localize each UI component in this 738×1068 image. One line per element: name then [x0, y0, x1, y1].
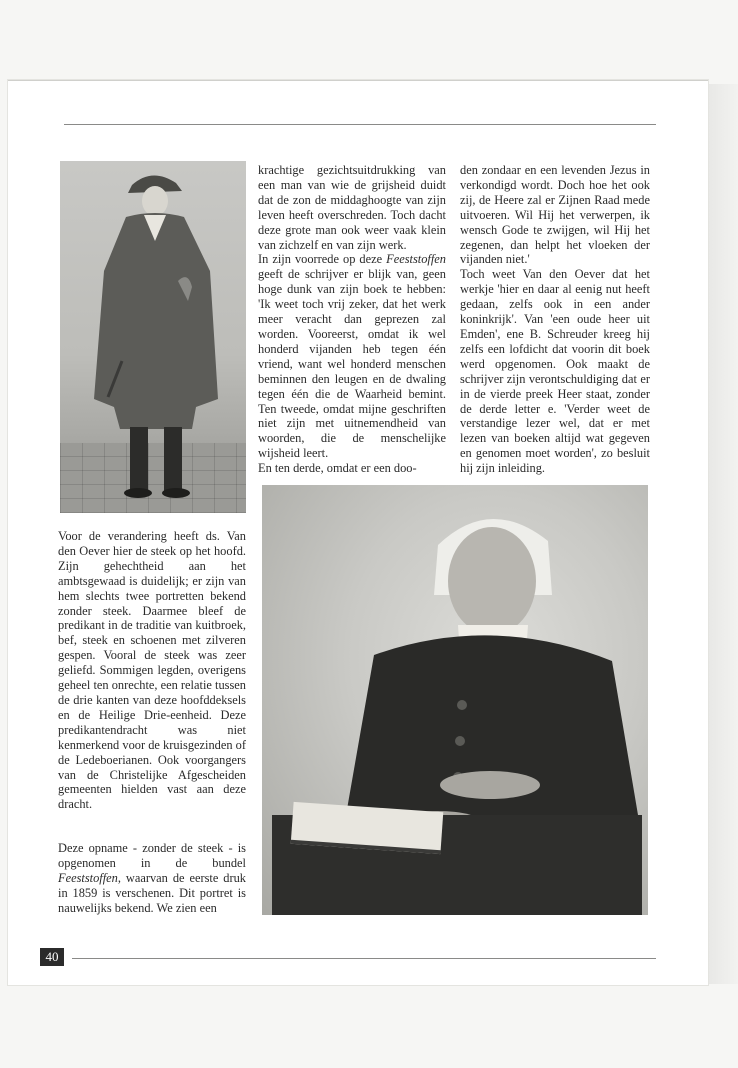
caption-standing-photo	[58, 529, 246, 812]
page-number: 40	[40, 948, 64, 966]
column-2-paragraph-1: krachtige gezichtsuitdrukking van een man van wie de grijsheid duidt dat de zon de middaghoogte van zijn leven heeft overschreden. Toch dacht deze grote man ook weer vaak klein van zichzelf en van zijn werk.	[258, 163, 446, 252]
caption-2-text	[58, 841, 246, 916]
book-page	[8, 80, 708, 985]
caption-2-before: Deze opname - zonder de steek - is opgenomen in de bundel	[58, 841, 246, 870]
top-rule	[64, 124, 656, 125]
page-edge	[708, 84, 738, 984]
column-3-paragraph-2: Toch weet Van den Oever dat het werkje 'hier en daar al eenig nut heeft gedaan, zelfs ook in een ander koninkrijk'. Van 'een oude heer uit Emden', ene B. Schreuder kreeg hij zelfs een lofdicht dat voorin dit boek werd opgenomen. Ook maakt de schrijver zijn verontschuldiging dat er in de vierde preek Heer staat, zonder de derde letter e. 'Verder weet de verstandige lezer wel, dat er met lezen van boeken altijd wat gegeven en genomen moet worden', zo besluit hij zijn inleiding.	[460, 267, 650, 476]
column-2-paragraph-3: En ten derde, omdat er een doo-	[258, 461, 417, 476]
photo-seated-minister	[262, 485, 648, 915]
column-2-intro: In zijn voorrede op deze	[258, 252, 387, 267]
column-2-text	[258, 163, 446, 476]
column-3-paragraph-1: den zondaar en een levenden Jezus in verkondigd wordt. Doch hoe het ook zij, de Heere zal er Zijnen Raad mede uitvoeren. Wil Hij het verwerpen, ik wensch Gode te zwijgen, wil Hij het zegenen, dan helpt het vloeken der vijanden niet.'	[460, 163, 650, 267]
column-2-quote: geeft de schrijver er blijk van, geen hoge dunk van zijn boek te hebben: 'Ik weet toch vrij zeker, dat het werk meer veracht dan geprezen zal worden. Vooreerst, omdat ik wel honderd vijanden heb tegen één vriend, want wel honderd menschen beminnen den leugen en de dwaling tegen één die de Waarheid bemint. Ten tweede, omdat mijne geschriften niet zijn met uitnemendheid van woorden, die de menschelijke wijsheid leert.	[258, 267, 446, 461]
standing-figure-illustration	[60, 161, 246, 513]
caption-seated-photo	[58, 841, 246, 916]
caption-2-after: , waarvan de eerste druk in 1859 is verschenen. Dit portret is nauwelijks bekend. We zien een	[58, 870, 246, 915]
caption-2-book-title: Feeststoffen	[58, 870, 118, 885]
photo-standing-minister	[60, 161, 246, 513]
book-title-feeststoffen: Feeststoffen	[386, 252, 446, 267]
bottom-rule	[72, 958, 656, 959]
column-3-text	[460, 163, 650, 476]
column-2-paragraph-2	[258, 252, 446, 461]
caption-1-text: Voor de verandering heeft ds. Van den Oever hier de steek op het hoofd. Zijn gehechtheid aan het ambtsgewaad is duidelijk; er zijn van hem slechts twee portretten bekend zonder steek. Daarmee bleef de predikant in de traditie van kuitbroek, bef, steek en schoenen met zilveren gespen. Vooral de steek was zeer geliefd. Sommigen legden, overigens geheel ten onrechte, een relatie tussen de drie kanten van deze hoofddeksels en de Heilige Drie-eenheid. Deze predikantendracht was niet kenmerkend voor de kruisgezinden of de Ledeboerianen. Ook voorgangers van de Christelijke Afgescheiden gemeenten hielden vast aan deze dracht.	[58, 529, 246, 812]
